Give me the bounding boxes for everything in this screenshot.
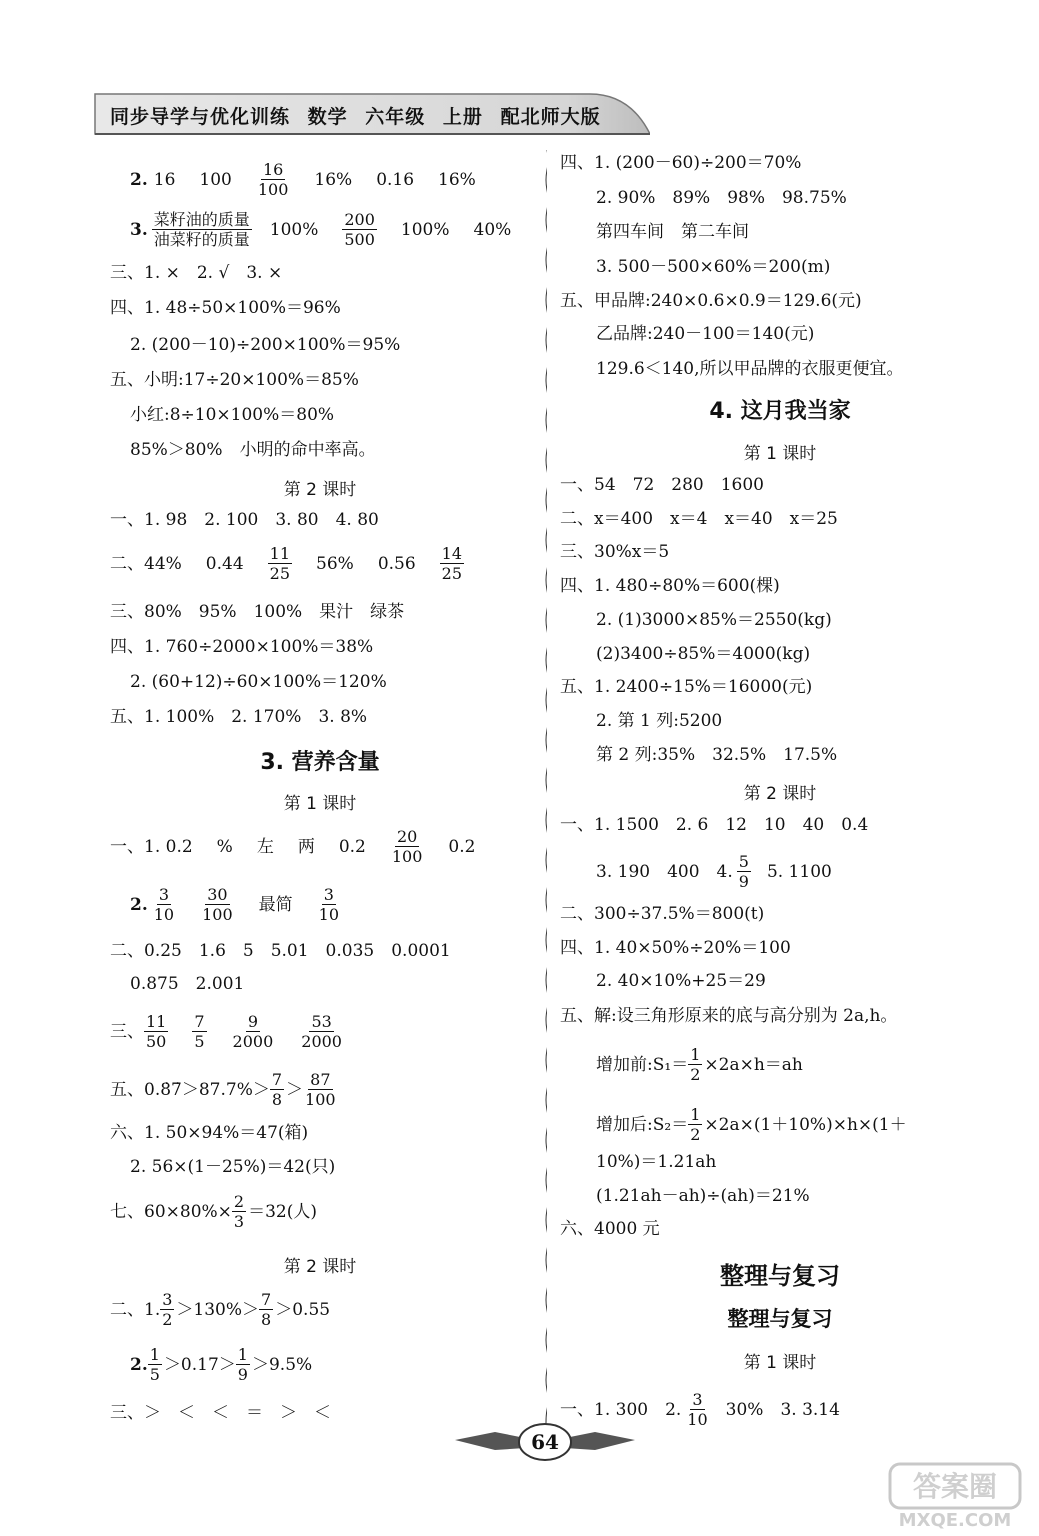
- fraction: [317, 885, 341, 924]
- numerator: 1: [149, 1345, 160, 1364]
- chapter-heading: 整理与复习: [720, 1262, 840, 1290]
- fraction: [440, 544, 464, 583]
- answer-value: 100%: [400, 219, 450, 240]
- numerator: 53: [311, 1012, 332, 1031]
- answer-value: 两: [297, 836, 315, 857]
- item-number: 3.: [130, 219, 148, 240]
- fraction: [192, 1012, 206, 1051]
- answer-line: 2. (60+12)÷60×100%＝120%: [130, 672, 387, 692]
- answer-line: 五、1. 100% 2. 170% 3. 8%: [110, 707, 368, 727]
- answer-value: 一、1. 0.2: [110, 836, 193, 857]
- answer-line: 三、＞ ＜ ＜ ＝ ＞ ＜: [110, 1403, 331, 1423]
- denominator: 50: [146, 1032, 167, 1051]
- answer-line: 六、4000 元: [560, 1219, 660, 1239]
- fraction: [390, 827, 425, 866]
- answer-value: 增加后:S₂＝: [596, 1114, 689, 1135]
- item-number: 2.: [130, 894, 148, 915]
- answer-value: ＞0.55: [275, 1299, 331, 1320]
- answer-line: [110, 1070, 362, 1109]
- answer-value: 56%: [316, 553, 354, 574]
- answer-line: 85%＞80% 小明的命中率高。: [130, 440, 376, 460]
- answer-line: 四、1. 760÷2000×100%＝38%: [110, 637, 374, 657]
- lesson-heading: 第 2 课时: [743, 784, 817, 804]
- answer-line: [130, 160, 476, 199]
- numerator: 30: [207, 885, 228, 904]
- numerator: 20: [396, 827, 418, 846]
- answer-line: 2. 56×(1－25%)＝42(只): [130, 1157, 336, 1177]
- numerator: 7: [261, 1290, 272, 1309]
- denominator: 2: [690, 1125, 701, 1144]
- numerator: 87: [310, 1070, 331, 1089]
- lesson-heading: 第 1 课时: [743, 1353, 817, 1373]
- header-volume: 上册: [442, 106, 483, 128]
- answer-value: ＝32(人): [248, 1201, 317, 1222]
- answer-line: [596, 852, 832, 891]
- answer-line: 2. (200－10)÷200×100%＝95%: [130, 335, 401, 355]
- answer-value: 七、60×80%×: [110, 1201, 232, 1222]
- answer-line: 10%)＝1.21ah: [596, 1152, 717, 1172]
- answer-value: 40%: [473, 219, 512, 240]
- answer-line: 四、1. 40×50%÷20%＝100: [560, 938, 791, 958]
- answer-value: %: [216, 836, 233, 857]
- answer-line: (1.21ah－ah)÷(ah)＝21%: [596, 1186, 810, 1206]
- header-series: 同步导学与优化训练: [110, 106, 291, 128]
- answer-value: ＞0.17＞: [163, 1354, 236, 1375]
- answer-line: [110, 1192, 317, 1231]
- answer-line: 一、54 72 280 1600: [560, 475, 764, 495]
- answer-line: 3. 500－500×60%＝200(m): [596, 257, 831, 277]
- answer-line: 二、x＝400 x＝4 x＝40 x＝25: [560, 509, 838, 529]
- fraction: [303, 1070, 338, 1109]
- answer-line: 第四车间 第二车间: [596, 222, 749, 242]
- answer-line: 2. (1)3000×85%＝2550(kg): [596, 610, 832, 630]
- numerator: 1: [690, 1105, 701, 1124]
- watermark-bottom: MXQE.COM: [898, 1510, 1012, 1531]
- numerator: 3: [323, 885, 334, 904]
- answer-line: 六、1. 50×94%＝47(箱): [110, 1123, 309, 1143]
- page-number-badge: [455, 1418, 635, 1464]
- fraction: [152, 885, 176, 924]
- fraction: [200, 885, 235, 924]
- answer-value: 30% 3. 3.14: [725, 1399, 840, 1420]
- answer-label: 三、: [110, 1021, 144, 1042]
- header-title: [110, 102, 611, 129]
- answer-line: 129.6＜140,所以甲品牌的衣服更便宜。: [596, 359, 904, 379]
- denominator: 2000: [301, 1032, 342, 1051]
- answer-line: 乙品牌:240－100＝140(元): [596, 324, 815, 344]
- denominator: 2: [162, 1310, 173, 1329]
- answer-value: ＞9.5%: [251, 1354, 313, 1375]
- section-heading: 3. 营养含量: [260, 750, 380, 775]
- answer-value: 5. 1100: [766, 861, 832, 882]
- numerator: 1: [690, 1045, 701, 1064]
- denominator: 100: [305, 1090, 336, 1109]
- fraction: [268, 544, 292, 583]
- numerator: 3: [158, 885, 170, 904]
- answer-line: [110, 1012, 368, 1051]
- header-grade: 六年级: [365, 106, 426, 128]
- answer-line: [110, 544, 488, 583]
- answer-value: 0.2: [448, 836, 476, 857]
- fraction: [688, 1045, 702, 1084]
- answer-value: 3. 190 400 4.: [596, 861, 733, 882]
- answer-value: 16: [153, 169, 176, 190]
- denominator: 9: [237, 1365, 248, 1384]
- header-edition: 配北师大版: [500, 106, 601, 128]
- answer-line: 五、1. 2400÷15%＝16000(元): [560, 677, 813, 697]
- answer-value: ×2a×h＝ah: [704, 1054, 803, 1075]
- denominator: 100: [202, 905, 233, 924]
- answer-line: 四、1. 48÷50×100%＝96%: [110, 298, 341, 318]
- answer-value: 左: [256, 836, 274, 857]
- answer-label: 二、1.: [110, 1299, 161, 1320]
- answer-line: [110, 1290, 330, 1329]
- answer-line: 2. 90% 89% 98% 98.75%: [596, 188, 847, 208]
- answer-value: 一、1. 300 2.: [560, 1399, 682, 1420]
- numerator: 11: [269, 544, 291, 563]
- denominator: 25: [441, 564, 463, 583]
- section-heading: 整理与复习: [727, 1307, 833, 1331]
- answer-value: 0.16: [376, 169, 415, 190]
- page-number: 64: [531, 1430, 559, 1454]
- header-banner: [90, 88, 650, 142]
- answer-line: [596, 1105, 907, 1144]
- fraction: [148, 1345, 162, 1384]
- denominator: 10: [687, 1410, 708, 1429]
- answer-line: 二、300÷37.5%＝800(t): [560, 904, 765, 924]
- denominator: 25: [269, 564, 291, 583]
- answer-line: [596, 1045, 803, 1084]
- answer-line: 2. 第 1 列:5200: [596, 711, 723, 731]
- answer-line: 2. 40×10%+25＝29: [596, 971, 766, 991]
- watermark-top: 答案圈: [912, 1470, 998, 1503]
- item-number: 2.: [130, 169, 148, 190]
- fraction: [737, 852, 751, 891]
- answer-value: 100%: [269, 219, 319, 240]
- answer-value: ×2a×(1＋10%)×h×(1＋: [704, 1114, 907, 1135]
- denominator: 10: [153, 905, 175, 924]
- fraction: [299, 1012, 344, 1051]
- section-heading: 4. 这月我当家: [709, 399, 851, 424]
- numerator: 3: [692, 1390, 703, 1409]
- answer-line: 五、甲品牌:240×0.6×0.9＝129.6(元): [560, 291, 862, 311]
- lesson-heading: 第 2 课时: [283, 1257, 357, 1277]
- answer-line: 0.875 2.001: [130, 974, 245, 994]
- answer-value: 0.44: [205, 553, 244, 574]
- denominator: 5: [194, 1032, 205, 1051]
- answer-value: ＞130%＞: [176, 1299, 260, 1320]
- answer-value: 五、0.8̇7̇＞87.7%＞: [110, 1079, 270, 1100]
- answer-value: ＞: [286, 1079, 304, 1100]
- denominator: 10: [318, 905, 340, 924]
- answer-line: 三、30%x＝5: [560, 542, 670, 562]
- answer-line: 一、1. 98 2. 100 3. 80 4. 80: [110, 510, 379, 530]
- answer-line: [130, 885, 365, 924]
- denominator: 8: [271, 1090, 283, 1109]
- answer-line: [110, 827, 475, 866]
- denominator: 2: [690, 1065, 701, 1084]
- denominator: 3: [233, 1212, 245, 1231]
- header-subject: 数学: [307, 106, 348, 128]
- column-divider: [545, 150, 547, 1440]
- item-number: 2.: [130, 1354, 148, 1375]
- denominator: 500: [344, 230, 375, 249]
- answer-line: 四、1. (200－60)÷200＝70%: [560, 153, 802, 173]
- answer-line: 四、1. 480÷80%＝600(棵): [560, 576, 780, 596]
- answer-line: 五、解:设三角形原来的底与高分别为 2a,h。: [560, 1006, 898, 1026]
- lesson-heading: 第 2 课时: [283, 480, 357, 500]
- answer-value: 最简: [258, 894, 293, 915]
- numerator: 14: [441, 544, 463, 563]
- numerator: 16: [262, 160, 284, 179]
- denominator: 100: [257, 180, 289, 199]
- denominator: 100: [391, 847, 423, 866]
- numerator: 9: [247, 1012, 258, 1031]
- denominator: 9: [738, 872, 749, 891]
- answer-value: 增加前:S₁＝: [596, 1054, 689, 1075]
- answer-value: 16%: [438, 169, 476, 190]
- fraction: [152, 210, 252, 249]
- answer-line: [130, 1345, 312, 1384]
- numerator: 7: [271, 1070, 283, 1089]
- fraction: [685, 1390, 709, 1429]
- answer-value: 0.56: [377, 553, 416, 574]
- answer-line: 一、1. 1500 2. 6 12 10 40 0.4: [560, 815, 869, 835]
- fraction: [236, 1345, 250, 1384]
- answer-value: 二、44%: [110, 553, 182, 574]
- fraction: [270, 1070, 284, 1109]
- watermark-shape: [880, 1460, 1030, 1532]
- numerator: 5: [738, 852, 749, 871]
- fraction: [259, 1290, 273, 1329]
- denominator: 油菜籽的质量: [153, 230, 250, 249]
- numerator: 菜籽油的质量: [153, 210, 250, 229]
- answer-line: 小红:8÷10×100%＝80%: [130, 405, 335, 425]
- answer-line: 三、1. × 2. √ 3. ×: [110, 263, 283, 283]
- lesson-heading: 第 1 课时: [283, 794, 357, 814]
- answer-line: [130, 210, 511, 249]
- fraction: [256, 160, 291, 199]
- fraction: [144, 1012, 168, 1051]
- answer-value: 16%: [314, 169, 353, 190]
- numerator: 200: [344, 210, 375, 229]
- denominator: 2000: [232, 1032, 274, 1051]
- answer-line: 第 2 列:35% 32.5% 17.5%: [596, 745, 838, 765]
- answer-line: (2)3400÷85%＝4000(kg): [596, 644, 811, 664]
- answer-line: 二、0.25 1.6 5 5.01 0.035 0.0001: [110, 941, 451, 961]
- answer-line: 三、80% 95% 100% 果汁 绿茶: [110, 602, 405, 622]
- answer-line: 五、小明:17÷20×100%＝85%: [110, 370, 359, 390]
- fraction: [231, 1012, 276, 1051]
- lesson-heading: 第 1 课时: [743, 444, 817, 464]
- denominator: 8: [261, 1310, 272, 1329]
- fraction: [232, 1192, 246, 1231]
- answer-value: 0.2: [338, 836, 366, 857]
- numerator: 2: [233, 1192, 245, 1211]
- watermark-logo: [880, 1460, 1030, 1532]
- numerator: 7: [194, 1012, 205, 1031]
- numerator: 11: [146, 1012, 167, 1031]
- fraction: [688, 1105, 702, 1144]
- denominator: 5: [149, 1365, 160, 1384]
- fraction: [342, 210, 377, 249]
- numerator: 1: [237, 1345, 248, 1364]
- fraction: [160, 1290, 174, 1329]
- answer-value: 100: [199, 169, 232, 190]
- numerator: 3: [162, 1290, 173, 1309]
